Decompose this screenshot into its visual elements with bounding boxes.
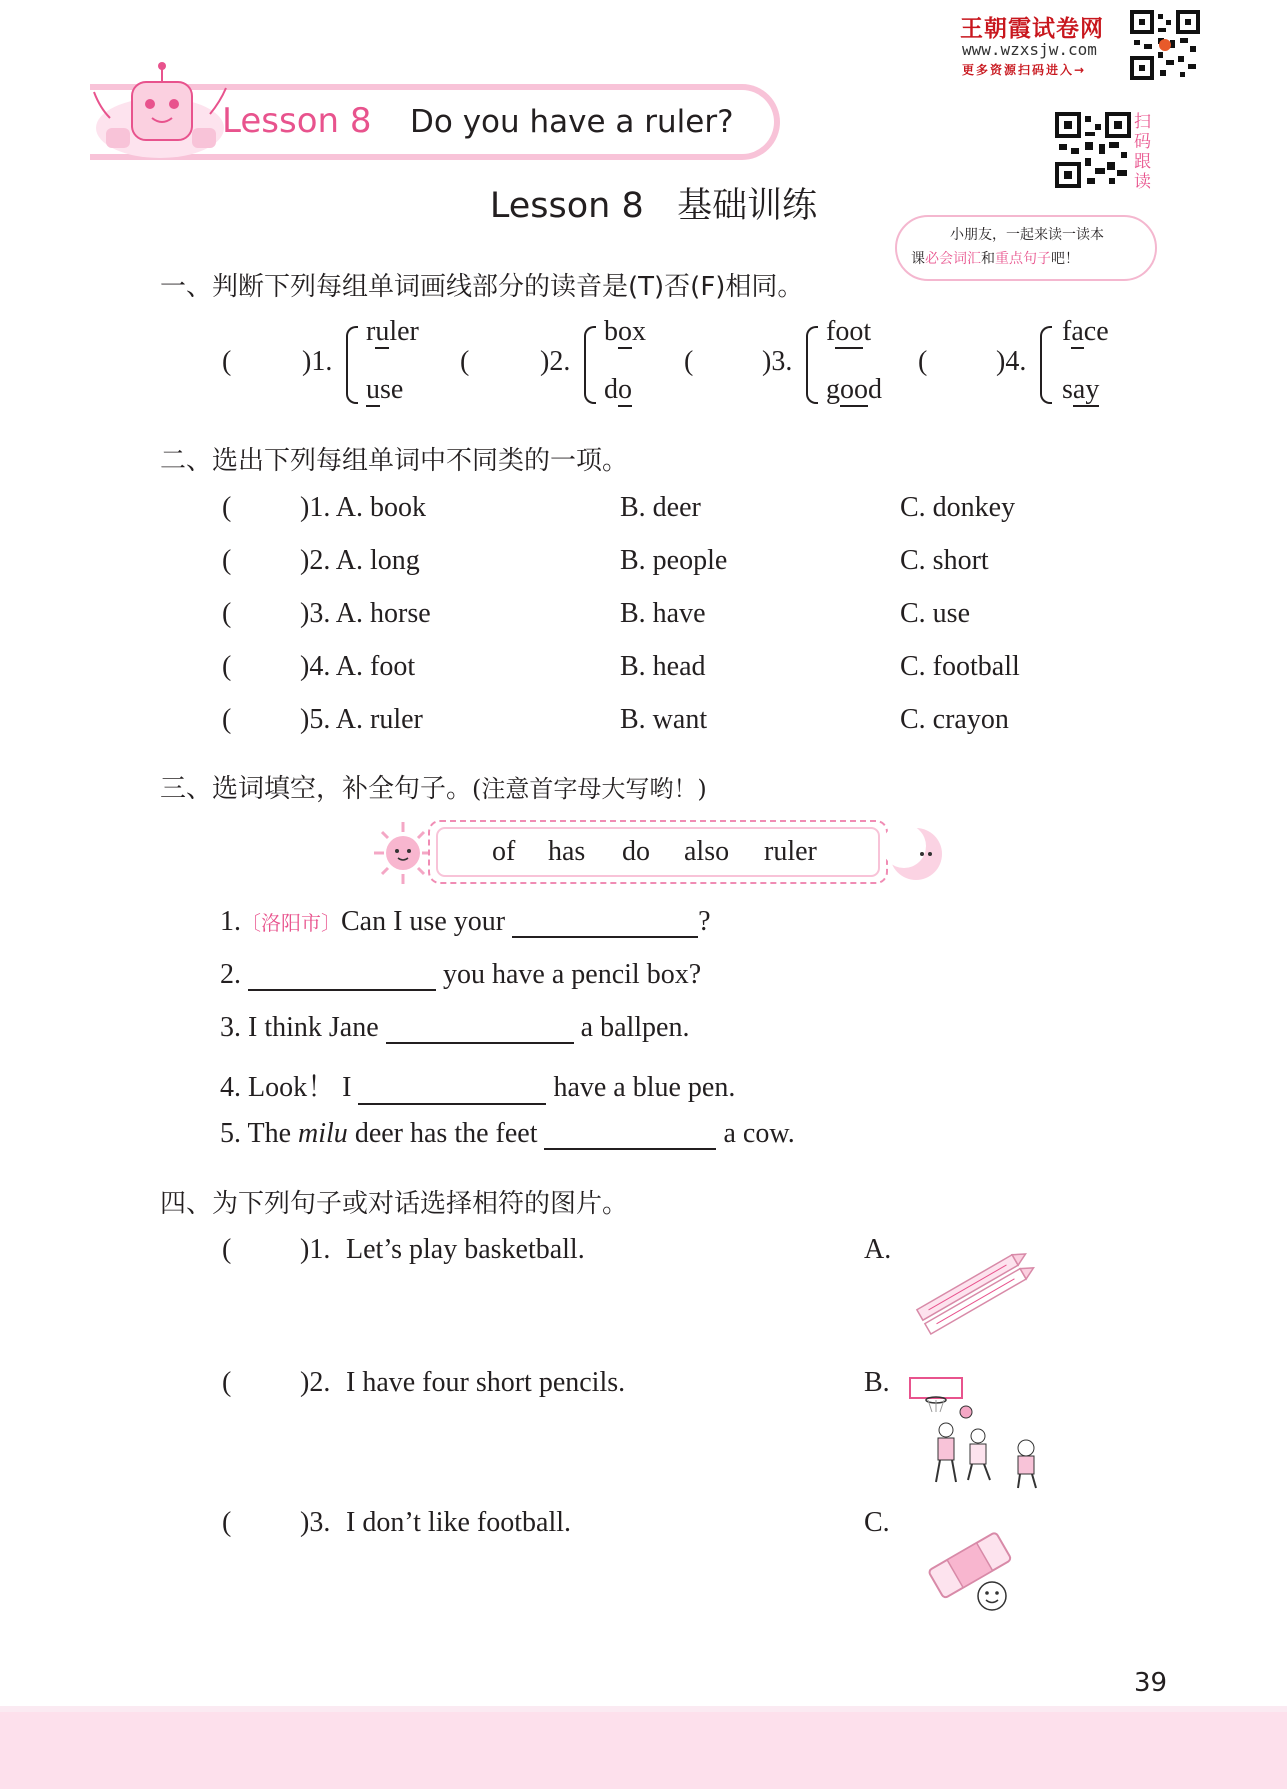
option-a: )3. A. horse xyxy=(300,598,431,629)
underlined-part: oo xyxy=(840,374,868,405)
option-c: C. donkey xyxy=(900,492,1016,523)
robot-mascot-icon xyxy=(80,58,230,163)
note-line-1: 小朋友，一起来读一读本 xyxy=(950,227,1104,243)
word-bottom xyxy=(366,374,403,406)
answer-paren[interactable]: ( xyxy=(918,346,928,377)
answer-paren[interactable]: ( xyxy=(222,545,232,576)
answer-paren[interactable]: ( xyxy=(460,346,470,377)
brand-qr-icon[interactable] xyxy=(1130,10,1200,80)
word-part: x xyxy=(632,316,646,347)
answer-blank[interactable] xyxy=(248,961,436,991)
section-1-heading: 一、判断下列每组单词画线部分的读音是(T)否(F)相同。 xyxy=(160,272,804,302)
match-item-number: )1. xyxy=(300,1234,331,1265)
word-bottom xyxy=(826,374,882,406)
section-2-heading: 二、选出下列每组单词中不同类的一项。 xyxy=(160,446,629,476)
word-top xyxy=(604,316,646,348)
brand-title: 王朝霞试卷网 xyxy=(960,16,1104,42)
word-bank-item: of xyxy=(492,836,516,867)
sentence-text: you have a pencil box? xyxy=(443,959,702,990)
fill-sentence-1 xyxy=(220,906,711,938)
word-bank-item: ruler xyxy=(764,836,817,867)
sentence-text: Can I use your xyxy=(341,906,506,937)
item-number: )4. xyxy=(996,346,1027,377)
option-b: B. people xyxy=(620,545,728,576)
answer-paren[interactable]: ( xyxy=(222,598,232,629)
option-a: )2. A. long xyxy=(300,545,420,576)
underlined-part: o xyxy=(618,316,632,347)
note-line-2 xyxy=(911,247,1143,271)
brace xyxy=(806,326,818,404)
answer-blank[interactable] xyxy=(358,1075,546,1105)
option-c: C. football xyxy=(900,651,1020,682)
fill-sentence-4 xyxy=(220,1065,735,1105)
section-3-title: 三、选词填空，补全句子。 xyxy=(160,774,473,804)
underlined-part: oo xyxy=(835,316,864,347)
city-tag: 〔洛阳市〕 xyxy=(241,911,341,935)
option-b: B. head xyxy=(620,651,706,682)
underlined-part: u xyxy=(366,374,380,405)
option-a: )5. A. ruler xyxy=(300,704,423,735)
underlined-part: o xyxy=(618,374,632,405)
qr-label: 扫码跟读 xyxy=(1134,112,1151,192)
eraser-picture-icon xyxy=(922,1520,1022,1616)
word-part: d xyxy=(868,374,882,405)
answer-paren[interactable]: ( xyxy=(222,1507,232,1538)
word-bottom xyxy=(1062,374,1099,406)
footer-band xyxy=(0,1712,1287,1789)
option-a: )1. A. book xyxy=(300,492,426,523)
sentence-italic-word: milu xyxy=(298,1118,348,1149)
fill-sentence-2 xyxy=(220,959,701,991)
match-item-number: )3. xyxy=(300,1507,331,1538)
sentence-text: a cow. xyxy=(723,1118,795,1149)
option-b: B. want xyxy=(620,704,708,735)
match-item-number: )2. xyxy=(300,1367,331,1398)
answer-paren[interactable]: ( xyxy=(222,1234,232,1265)
brace xyxy=(1040,326,1052,404)
moon-icon xyxy=(884,824,944,884)
sentence-text: deer has the feet xyxy=(354,1118,538,1149)
lesson-tag: Lesson 8 xyxy=(222,101,372,141)
answer-paren[interactable]: ( xyxy=(222,651,232,682)
match-item-text: I don’t like football. xyxy=(346,1507,571,1538)
basketball-picture-icon xyxy=(906,1376,1046,1494)
underlined-part: u xyxy=(375,316,390,347)
option-c: C. use xyxy=(900,598,970,629)
word-part: d xyxy=(604,374,618,405)
note-highlight-sentences: 重点句子 xyxy=(995,251,1051,267)
follow-read-qr-icon[interactable] xyxy=(1055,112,1131,188)
word-bank-item: has xyxy=(548,836,586,867)
note-text: 和 xyxy=(981,251,995,267)
word-top xyxy=(366,316,419,348)
option-c: C. short xyxy=(900,545,989,576)
match-item-text: Let’s play basketball. xyxy=(346,1234,585,1265)
item-number: )3. xyxy=(762,346,793,377)
section-3-note: (注意首字母大写哟！) xyxy=(472,775,707,803)
sun-icon xyxy=(372,820,434,886)
note-highlight-vocab: 必会词汇 xyxy=(925,251,981,267)
answer-paren[interactable]: ( xyxy=(222,492,232,523)
sentence-text: have a blue pen. xyxy=(553,1072,736,1103)
sentence-text: 5. The xyxy=(220,1118,292,1149)
sentence-text: 3. I think Jane xyxy=(220,1012,379,1043)
brace xyxy=(346,326,358,404)
brand-tagline: 更多资源扫码进入→ xyxy=(962,63,1087,77)
brace xyxy=(584,326,596,404)
word-part: r xyxy=(366,316,376,347)
page-number: 39 xyxy=(1134,1668,1168,1698)
word-part: f xyxy=(1062,316,1072,347)
sentence-number: 2. xyxy=(220,959,241,990)
option-b: B. deer xyxy=(620,492,701,523)
answer-blank[interactable] xyxy=(386,1014,574,1044)
note-text: 课 xyxy=(911,251,925,267)
lesson-subtitle: Do you have a ruler? xyxy=(410,104,734,140)
pencils-picture-icon xyxy=(908,1250,1038,1344)
word-bank-item: do xyxy=(622,836,650,867)
fill-sentence-3 xyxy=(220,1012,689,1044)
note-text: 吧！ xyxy=(1051,251,1079,267)
word-part: g xyxy=(826,374,840,405)
reading-note-bubble xyxy=(895,215,1157,281)
item-number: )2. xyxy=(540,346,571,377)
section-3-heading xyxy=(160,768,707,805)
section-4-heading: 四、为下列句子或对话选择相符的图片。 xyxy=(160,1189,629,1219)
word-part: t xyxy=(863,316,872,347)
answer-paren[interactable]: ( xyxy=(684,346,694,377)
match-item-text: I have four short pencils. xyxy=(346,1367,626,1398)
brand-url[interactable]: www.wzxsjw.com xyxy=(962,40,1097,59)
answer-paren[interactable]: ( xyxy=(222,704,232,735)
page-title: Lesson 8 基础训练 xyxy=(489,186,818,226)
word-bank-item: also xyxy=(684,836,730,867)
answer-blank[interactable] xyxy=(544,1120,716,1150)
word-part: ce xyxy=(1083,316,1109,347)
fill-sentence-5 xyxy=(220,1118,795,1150)
word-part: b xyxy=(604,316,618,347)
sentence-text: ? xyxy=(698,906,711,937)
option-a: )4. A. foot xyxy=(300,651,416,682)
word-part: s xyxy=(1062,374,1073,405)
item-number: )1. xyxy=(302,346,333,377)
word-part: se xyxy=(380,374,404,405)
underlined-part: ay xyxy=(1072,374,1100,405)
sentence-number: 1. xyxy=(220,906,241,937)
picture-option-label: C. xyxy=(864,1507,890,1538)
picture-option-label: B. xyxy=(864,1367,890,1398)
option-c: C. crayon xyxy=(900,704,1009,735)
word-top xyxy=(826,316,871,348)
sentence-text: a ballpen. xyxy=(580,1012,690,1043)
word-part: f xyxy=(826,316,836,347)
answer-paren[interactable]: ( xyxy=(222,1367,232,1398)
word-bottom xyxy=(604,374,632,406)
underlined-part: a xyxy=(1071,316,1084,347)
option-b: B. have xyxy=(620,598,706,629)
word-part: ler xyxy=(389,316,419,347)
answer-paren[interactable]: ( xyxy=(222,346,232,377)
answer-blank[interactable] xyxy=(512,908,698,938)
sentence-text: 4. Look！ I xyxy=(220,1072,352,1103)
picture-option-label: A. xyxy=(864,1234,892,1265)
word-top xyxy=(1062,316,1109,348)
